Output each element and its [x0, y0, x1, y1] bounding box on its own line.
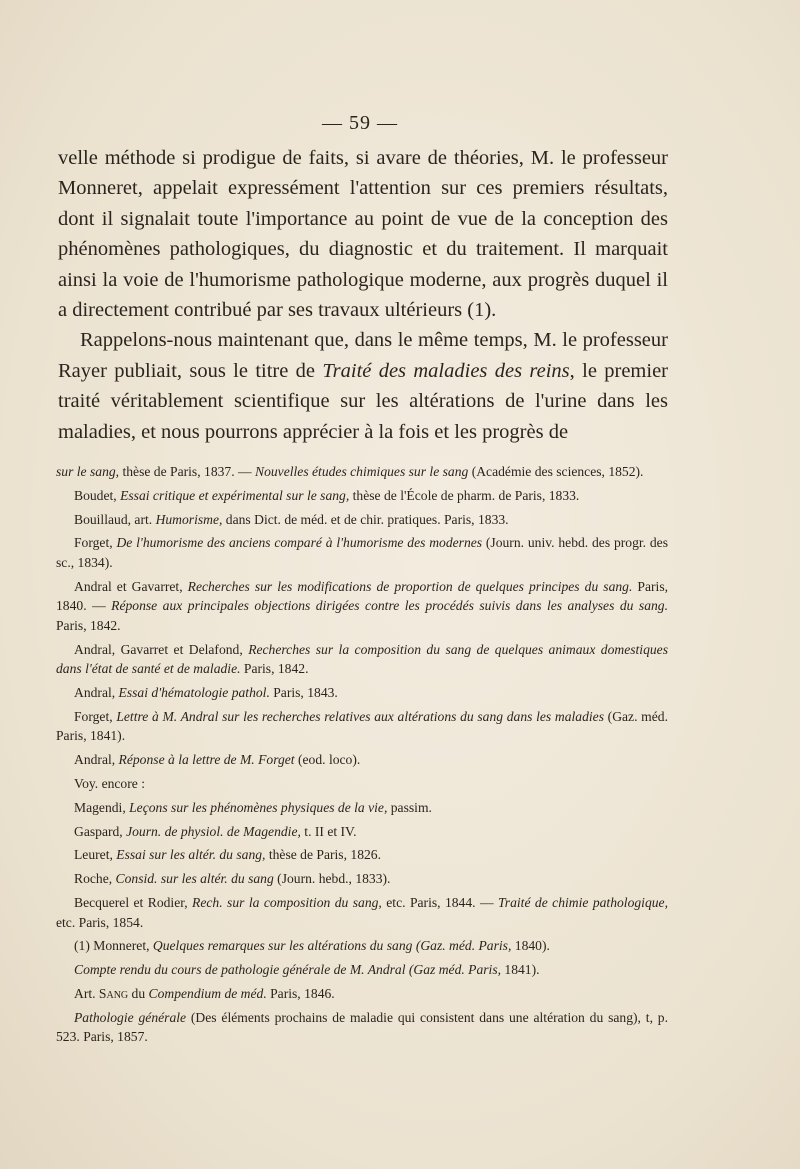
footnote-item: Magendi, Leçons sur les phénomènes physiques de la vie, passim.	[74, 799, 432, 815]
footnote-item: Pathologie générale (Des éléments prochains de maladie qui consistent dans une altération du sang), t, p. 523. Paris, 1857.	[56, 1009, 669, 1045]
footnote-item: Art. Sang du Compendium de méd. Paris, 1846.	[74, 985, 335, 1001]
footnote-item: Forget, De l'humorisme des anciens comparé à l'humorisme des modernes (Journ. univ. hebd. des progr. des sc., 1834).	[56, 535, 668, 570]
footnote-item: Gaspard, Journ. de physiol. de Magendie, t. II et IV.	[74, 823, 357, 839]
paragraph-1: velle méthode si prodigue de faits, si avare de théories, M. le professeur Monneret, appelait expressément l'attention sur ces premiers résultats, dont il signalait toute l'importance au point de vue de la conception des phénomènes pathologiques, du diagnostic et du traitement. Il marquait ainsi la voie de l'humorisme pathologique moderne, aux progrès duquel il a directement contribué par ses travaux ultérieurs (1).	[58, 147, 668, 322]
paragraph-2: Rappelons-nous maintenant que, dans le même temps, M. le professeur Rayer publiait, sous le titre de Traité des maladies des reins, le premier traité véritablement scientifique sur les altérations de l'urine dans les maladies, et nous pourrons apprécier à la fois et les progrès de	[58, 329, 669, 443]
footnote-item: Voy. encore :	[74, 776, 145, 791]
main-text	[58, 143, 668, 447]
footnote-item: Leuret, Essai sur les altér. du sang, thèse de Paris, 1826.	[74, 847, 381, 863]
footnote-item: sur le sang, thèse de Paris, 1837. — Nouvelles études chimiques sur le sang (Académie des sciences, 1852).	[56, 464, 644, 479]
page-number: — 59 —	[322, 112, 398, 134]
footnote-item: Andral, Essai d'hématologie pathol. Paris, 1843.	[74, 685, 338, 701]
footnote-item: Becquerel et Rodier, Rech. sur la composition du sang, etc. Paris, 1844. — Traité de chimie pathologique, etc. Paris, 1854.	[56, 894, 668, 930]
footnote-item: Compte rendu du cours de pathologie générale de M. Andral (Gaz méd. Paris, 1841).	[74, 962, 540, 978]
footnote-item: Bouillaud, art. Humorisme, dans Dict. de méd. et de chir. pratiques. Paris, 1833.	[74, 511, 509, 527]
footnote-item: Roche, Consid. sur les altér. du sang (Journ. hebd., 1833).	[74, 871, 391, 887]
footnote-item: Andral, Réponse à la lettre de M. Forget (eod. loco).	[74, 752, 361, 768]
footnotes	[56, 462, 668, 1051]
footnote-item: Boudet, Essai critique et expérimental sur le sang, thèse de l'École de pharm. de Paris, 1833.	[74, 487, 580, 503]
footnote-item: Andral et Gavarret, Recherches sur les modifications de proportion de quelques principes du sang. Paris, 1840. — Réponse aux principales objections dirigées contre les procédés suivis dans les analyses du sang. Paris, 1842.	[56, 578, 669, 633]
book-title: Traité des maladies des reins	[322, 359, 570, 382]
footnote-item: Andral, Gavarret et Delafond, Recherches sur la composition du sang de quelques animaux domestiques dans l'état de santé et de maladie. Paris, 1842.	[56, 641, 668, 677]
footnote-item: (1) Monneret, Quelques remarques sur les altérations du sang (Gaz. méd. Paris, 1840).	[74, 938, 550, 954]
footnote-item: Forget, Lettre à M. Andral sur les recherches relatives aux altérations du sang dans les maladies (Gaz. méd. Paris, 1841).	[56, 708, 668, 744]
